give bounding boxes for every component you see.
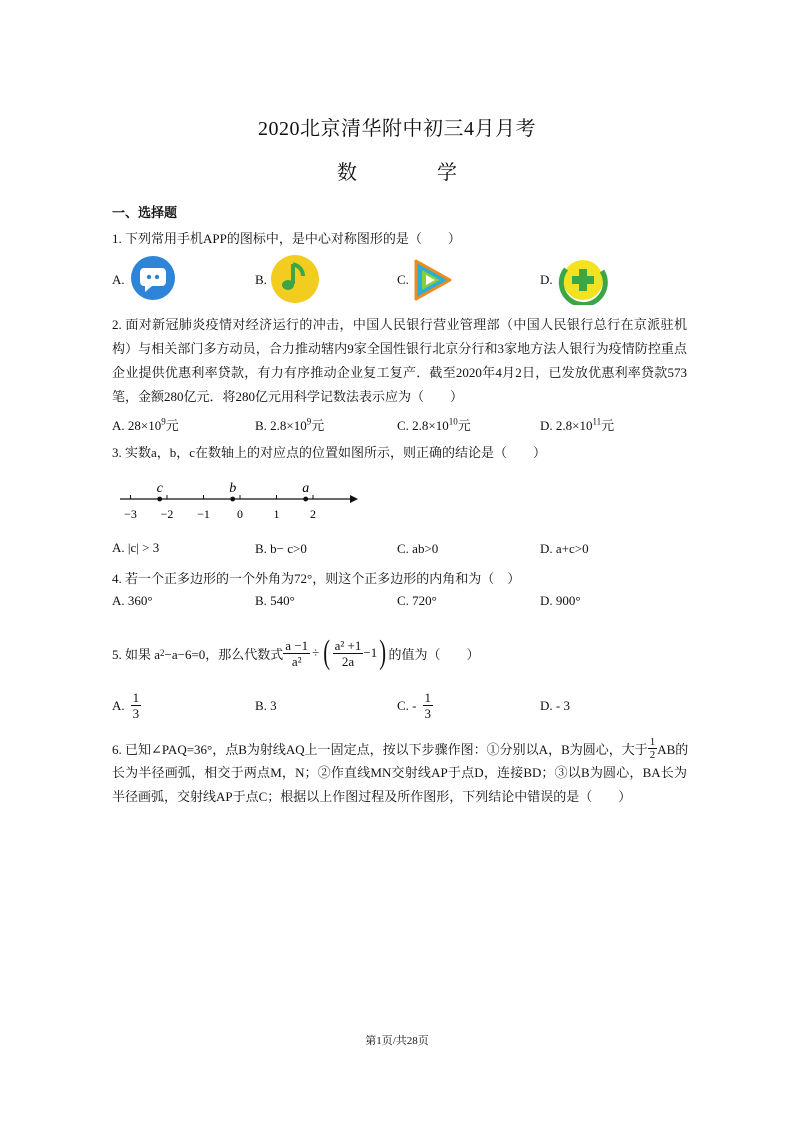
q5-fraction-2: $\frac{\text{a² +1}}{2a}$ bbox=[334, 637, 362, 669]
q2-option-a: A. $28\times 10^9$元 bbox=[112, 416, 179, 433]
q5-fraction-1: $\frac{a -1}{\text{a²}}$ bbox=[285, 637, 309, 669]
plus-circle-icon bbox=[558, 255, 608, 305]
q1-option-d-label: D. bbox=[540, 272, 553, 287]
q6-stem-rest: 长为半径画弧，相交于两点M，N；②作直线MN交射线AP于点D，连接BD；③以B为圆心，BA长为半径画弧，交射线AP于点C；根据以上作图过程及所作图形，下列结论中错误的是（ ） bbox=[112, 765, 687, 804]
point-label-c: c bbox=[156, 481, 163, 496]
music-note-icon bbox=[269, 254, 321, 304]
number-line-arrow bbox=[350, 495, 358, 503]
page-title: 2020北京清华附中初三4月月考 bbox=[258, 118, 536, 140]
point-c bbox=[157, 497, 162, 502]
point-label-b: b bbox=[229, 481, 237, 496]
q1-option-a-label: A. bbox=[112, 272, 125, 287]
point-label-a: a bbox=[302, 481, 310, 496]
q6-line-1: 6. 已知∠PAQ=36°，点B为射线AQ上一固定点，按以下步骤作图：①分别以A，B为圆心，大于 $\frac{1}{2}$ AB的 bbox=[112, 736, 689, 761]
q3-option-a: A. |c| > 3 bbox=[112, 540, 160, 555]
axis-tick-label: −3 bbox=[124, 507, 137, 521]
q2-option-d: D. $2.8\times 10^{11}$元 bbox=[540, 416, 615, 433]
axis-tick-label: −2 bbox=[160, 507, 174, 521]
video-play-icon bbox=[410, 257, 454, 303]
q4-option-d: D. 900° bbox=[540, 593, 581, 608]
q2-stem: 2. 面对新冠肺炎疫情对经济运行的冲击，中国人民银行营业管理部（中国人民银行总行在京派驻机构）与相关部门多方动员，合力推动辖内9家全国性银行北京分行和3家地方法人银行为疫情防控重点企业提供优惠利率贷款，有力有序推动企业复工复产．截至2020年4月2日，已发放优惠利率贷款573笔，金额280亿元．将280亿元用科学记数法表示应为（ ） bbox=[112, 317, 687, 404]
chat-bubble-icon bbox=[130, 255, 176, 301]
axis-tick-label: 2 bbox=[310, 507, 316, 521]
q5-option-c: C. ‐ $\frac{1}{3}$ bbox=[397, 690, 431, 721]
axis-tick-label: 0 bbox=[237, 507, 243, 521]
q4-option-b: B. 540° bbox=[255, 593, 295, 608]
axis-tick-label: 1 bbox=[273, 507, 280, 521]
q5-option-d: D. ‐ 3 bbox=[540, 698, 570, 713]
point-b bbox=[230, 497, 235, 502]
point-a bbox=[303, 497, 308, 502]
q3-stem: 3. 实数a，b，c在数轴上的对应点的位置如图所示，则正确的结论是（ ） bbox=[112, 445, 547, 460]
q2-option-b: B. $2.8\times 10^9$元 bbox=[255, 416, 325, 433]
q4-option-a: A. 360° bbox=[112, 593, 153, 608]
q3-option-d: D. a+c>0 bbox=[540, 541, 589, 556]
axis-tick-label: −1 bbox=[197, 507, 210, 521]
q3-option-b: B. b− c>0 bbox=[255, 541, 307, 556]
q4-option-c: C. 720° bbox=[397, 593, 437, 608]
q4-stem: 4. 若一个正多边形的一个外角为72°，则这个正多边形的内角和为（ ） bbox=[112, 571, 521, 586]
page-footer: 第1页/共28页 bbox=[365, 1035, 429, 1047]
q5-option-a: A. $\frac{1}{3}$ bbox=[112, 690, 140, 721]
subject-title: 数 学 bbox=[337, 162, 487, 184]
section-heading: 一、选择题 bbox=[112, 205, 178, 220]
number-line-figure bbox=[112, 474, 362, 528]
q5-option-b: B. 3 bbox=[255, 698, 277, 713]
q1-option-b-label: B. bbox=[255, 272, 267, 287]
q3-option-c: C. ab>0 bbox=[397, 541, 439, 556]
q5-stem: 5. 如果 a 2 −a−6=0，那么代数式 $\frac{a -1}{\text{a²}}$ ÷ ( $\frac{\text{a² +1}}{2a}$ −1 ) 的值为（ ） bbox=[112, 634, 480, 671]
q1-option-c-label: C. bbox=[397, 272, 409, 287]
q2-option-c: C. $2.8\times 10^{10}$元 bbox=[397, 416, 471, 433]
q1-stem: 1. 下列常用手机APP的图标中，是中心对称图形的是（ ） bbox=[112, 231, 461, 246]
